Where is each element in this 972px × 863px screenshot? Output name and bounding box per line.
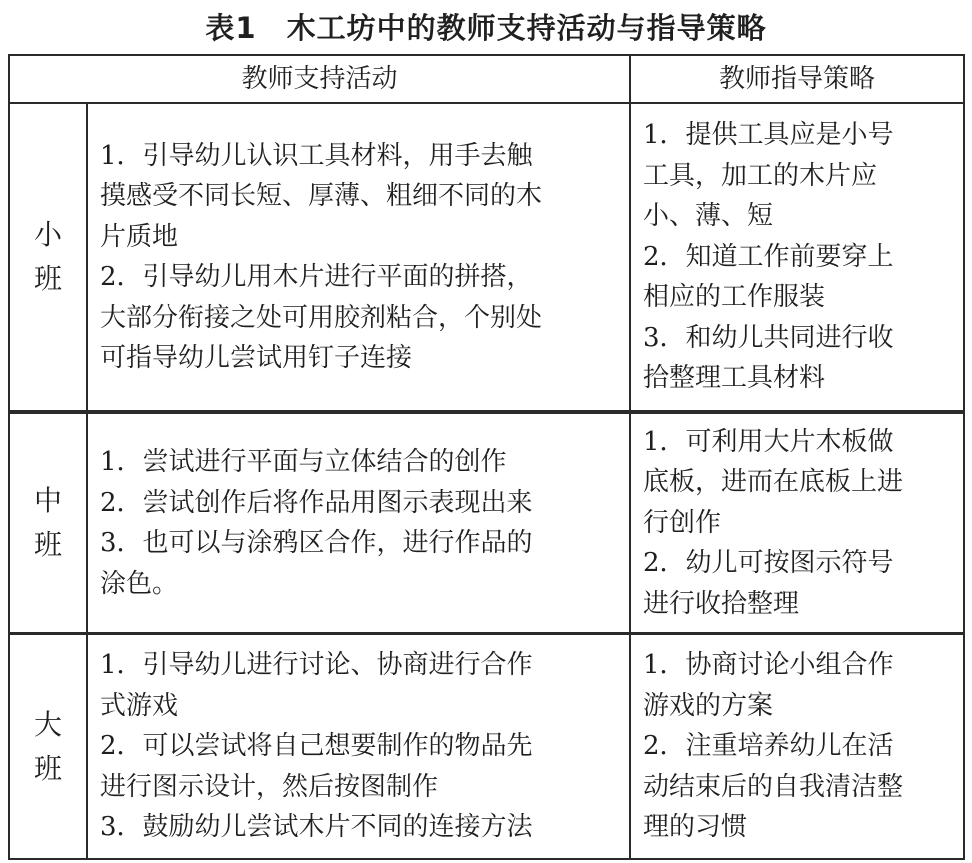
activity-line: 2．尝试创作后将作品用图示表现出来 [100,487,533,518]
activity-line: 2．可以尝试将自己想要制作的物品先 [100,731,533,762]
activity-line: 1．尝试进行平面与立体结合的创作 [100,447,507,477]
header-activities: 教师支持活动 [9,55,630,103]
header-row [9,55,964,103]
strategies-cell [630,103,964,412]
strategy-line: 相应的工作服装 [643,282,826,313]
strategy-line: 游戏的方案 [643,690,774,721]
strategy-line: 1．协商讨论小组合作 [643,650,894,681]
activity-line: 进行图示设计，然后按图制作 [100,771,439,802]
strategy-line: 小、薄、短 [643,201,774,232]
activities-cell [87,103,630,412]
activity-line: 2．引导幼儿用木片进行平面的拼搭， [100,262,533,292]
strategy-line: 1．提供工具应是小号 [643,120,894,151]
strategy-line: 理的习惯 [643,812,748,843]
activity-line: 摸感受不同长短、厚薄、粗细不同的木 [100,181,543,211]
strategy-line: 底板，进而在底板上进 [643,467,904,498]
table-row [9,412,964,634]
table-title: 表1 木工坊中的教师支持活动与指导策略 [205,11,767,45]
activity-line: 3．也可以与涂鸦区合作，进行作品的 [100,528,533,558]
activity-line: 1．引导幼儿认识工具材料，用手去触 [100,140,533,171]
strategy-line: 拾整理工具材料 [643,363,826,394]
activity-line: 片质地 [100,221,179,252]
activity-line: 3．鼓励幼儿尝试木片不同的连接方法 [100,812,533,843]
strategy-line: 3．和幼儿共同进行收 [643,322,894,353]
grade-cell [9,103,87,412]
strategy-line: 2．知道工作前要穿上 [643,241,894,272]
header-strategies: 教师指导策略 [630,55,964,103]
strategy-line: 动结束后的自我清洁整 [643,771,904,802]
activity-line: 大部分衔接之处可用胶剂粘合，个别处 [100,302,543,333]
strategy-line: 工具，加工的木片应 [643,160,878,191]
activity-line: 式游戏 [100,690,179,721]
activity-line: 1．引导幼儿进行讨论、协商进行合作 [100,650,533,681]
strategy-line: 1．可利用大片木板做 [643,426,894,457]
strategy-table [8,54,965,860]
table-row [9,634,964,860]
strategies-cell [630,412,964,634]
activities-cell [87,412,630,634]
grade-label: 中班 [33,484,62,561]
grade-label: 小班 [33,218,62,295]
activities-cell [87,634,630,860]
activity-line: 涂色。 [100,568,179,599]
strategies-cell [630,634,964,860]
grade-cell [9,634,87,860]
grade-cell [9,412,87,634]
strategy-line: 行创作 [643,507,722,538]
strategy-line: 2．幼儿可按图示符号 [643,548,894,579]
strategy-line: 2．注重培养幼儿在活 [643,731,894,762]
table-row [9,103,964,412]
activity-line: 可指导幼儿尝试用钉子连接 [100,343,413,373]
strategy-line: 进行收拾整理 [643,588,800,619]
grade-label: 大班 [33,707,62,785]
